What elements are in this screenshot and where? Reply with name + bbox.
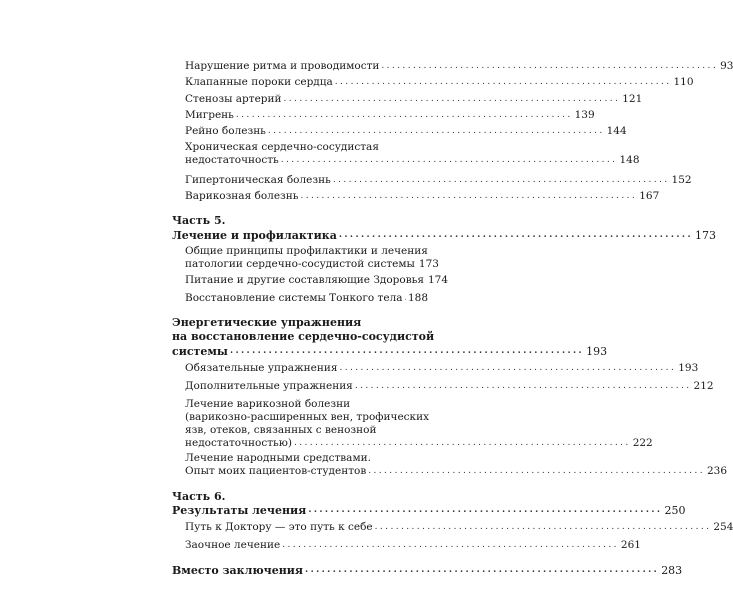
toc-entry-label: Нарушение ритма и проводимости (185, 60, 380, 72)
toc-entry-page: 193 (678, 362, 699, 374)
leader-dots: ................................................................ (332, 175, 670, 185)
leader-dots: ................................................................ (283, 94, 621, 104)
toc-entry[interactable] (185, 141, 640, 167)
leader-dots: ................................................................ (354, 381, 692, 391)
leader-dots: ................................................................ (229, 346, 585, 356)
toc-entry[interactable] (185, 245, 439, 271)
toc-entry-page: 93 (720, 60, 733, 72)
toc-entry-page: 110 (673, 76, 694, 88)
toc-heading[interactable] (172, 504, 686, 517)
leader-dots: ................................................................ (334, 77, 672, 87)
toc-entry-page: 254 (713, 521, 733, 533)
toc-entry-label: Дополнительные упражнения (185, 380, 353, 392)
toc-entry-page: 121 (622, 93, 643, 105)
leader-dots: ................................................................ (235, 110, 573, 120)
toc-heading-line: на восстановление сердечно-сосудистой (172, 330, 435, 343)
toc-entry[interactable] (185, 362, 699, 375)
toc-entry-label: Рейно болезнь (185, 125, 266, 137)
leader-dots: ................................................................ (293, 438, 631, 448)
toc-entry[interactable] (185, 539, 641, 552)
toc-entry-page: 152 (671, 174, 692, 186)
toc-entry[interactable] (185, 452, 728, 478)
toc-entry-page: 144 (606, 125, 627, 137)
toc-entry-label-line: Лечение народными средствами. (185, 452, 371, 464)
toc-entry-label: Опыт моих пациентов-студентов (185, 465, 367, 477)
toc-entry-label: Питание и другие составляющие Здоровья (185, 274, 424, 286)
toc-entry[interactable] (185, 60, 733, 73)
toc-entry-label: Стенозы артерий (185, 93, 282, 105)
toc-entry-label: Гипертоническая болезнь (185, 174, 331, 186)
toc-entry-label: Обязательные упражнения (185, 362, 338, 374)
toc-entry-page: 222 (632, 437, 653, 449)
toc-heading-page: 283 (661, 564, 683, 577)
toc-entry[interactable] (185, 398, 653, 450)
toc-entry-label-line: язв, отеков, связанных с венозной (185, 424, 377, 436)
leader-dots: ................................................................ (381, 61, 719, 71)
toc-entry-label: недостаточность (185, 154, 279, 166)
toc-entry-page: 174 (427, 274, 449, 286)
toc-heading-label: системы (172, 345, 228, 358)
toc-entry[interactable] (185, 521, 733, 534)
toc-heading-label: Результаты лечения (172, 504, 307, 517)
leader-dots: ................................................................ (282, 540, 619, 550)
toc-entry[interactable] (185, 125, 627, 138)
part-label: Часть 6. (172, 490, 226, 503)
toc-entry-label-line: Хроническая сердечно-сосудистая (185, 141, 379, 153)
toc-entry[interactable] (185, 292, 428, 305)
toc-heading[interactable] (172, 229, 716, 242)
toc-entry-page: 212 (693, 380, 714, 392)
toc-entry[interactable] (185, 109, 595, 122)
toc-entry-page: 188 (407, 292, 428, 304)
toc-entry-page: 148 (619, 154, 640, 166)
toc-heading-page: 250 (664, 504, 686, 517)
leader-dots: ................................................................ (339, 363, 677, 373)
toc-entry-label: недостаточностью) (185, 437, 292, 449)
leader-dots: ................................................................ (267, 126, 605, 136)
toc-entry-page: 261 (620, 539, 641, 551)
toc-heading-line: Энергетические упражнения (172, 316, 362, 329)
toc-heading[interactable] (172, 345, 608, 358)
toc-heading-page: 193 (586, 345, 608, 358)
toc-entry-label-line: Общие принципы профилактики и лечения (185, 245, 428, 257)
toc-entry-page: 167 (639, 190, 660, 202)
toc-entry[interactable] (185, 93, 643, 106)
leader-dots: ................................................................ (338, 230, 693, 240)
toc-entry[interactable] (185, 380, 714, 393)
toc-entry-label-line: (варикозно-расширенных вен, трофических (185, 411, 430, 423)
toc-entry-label: патологии сердечно-сосудистой системы (185, 258, 415, 270)
toc-entry-page: 139 (574, 109, 595, 121)
toc-entry-label-line: Лечение варикозной болезни (185, 398, 351, 410)
toc-entry-label: Варикозная болезнь (185, 190, 299, 202)
toc-entry[interactable] (185, 190, 660, 203)
toc-entry-label: Путь к Доктору — это путь к себе (185, 521, 373, 533)
leader-dots: ................................................................ (308, 505, 663, 515)
toc-entry-label: Клапанные пороки сердца (185, 76, 333, 88)
toc-entry-page: 173 (418, 258, 439, 270)
toc-entry-label: Заочное лечение (185, 539, 281, 551)
toc-heading-page: 173 (694, 229, 716, 242)
leader-dots: ................................................................ (300, 191, 638, 201)
toc-heading-label: Лечение и профилактика (172, 229, 337, 242)
part-label: Часть 5. (172, 214, 226, 227)
leader-dots: ................................................................ (368, 466, 705, 476)
leader-dots: ................................................................ (374, 522, 712, 532)
leader-dots (405, 294, 406, 303)
toc-entry[interactable] (185, 174, 692, 187)
toc-entry-label: Восстановление системы Тонкого тела (185, 292, 403, 304)
leader-dots: ................................................................ (305, 565, 660, 575)
leader-dots: ................................................................ (280, 155, 618, 165)
toc-entry-page: 236 (706, 465, 728, 477)
toc-heading[interactable] (172, 564, 683, 577)
toc-entry-label: Мигрень (185, 109, 234, 121)
toc-entry[interactable] (185, 274, 449, 287)
toc-heading-label: Вместо заключения (172, 564, 304, 577)
toc-entry[interactable] (185, 76, 694, 89)
